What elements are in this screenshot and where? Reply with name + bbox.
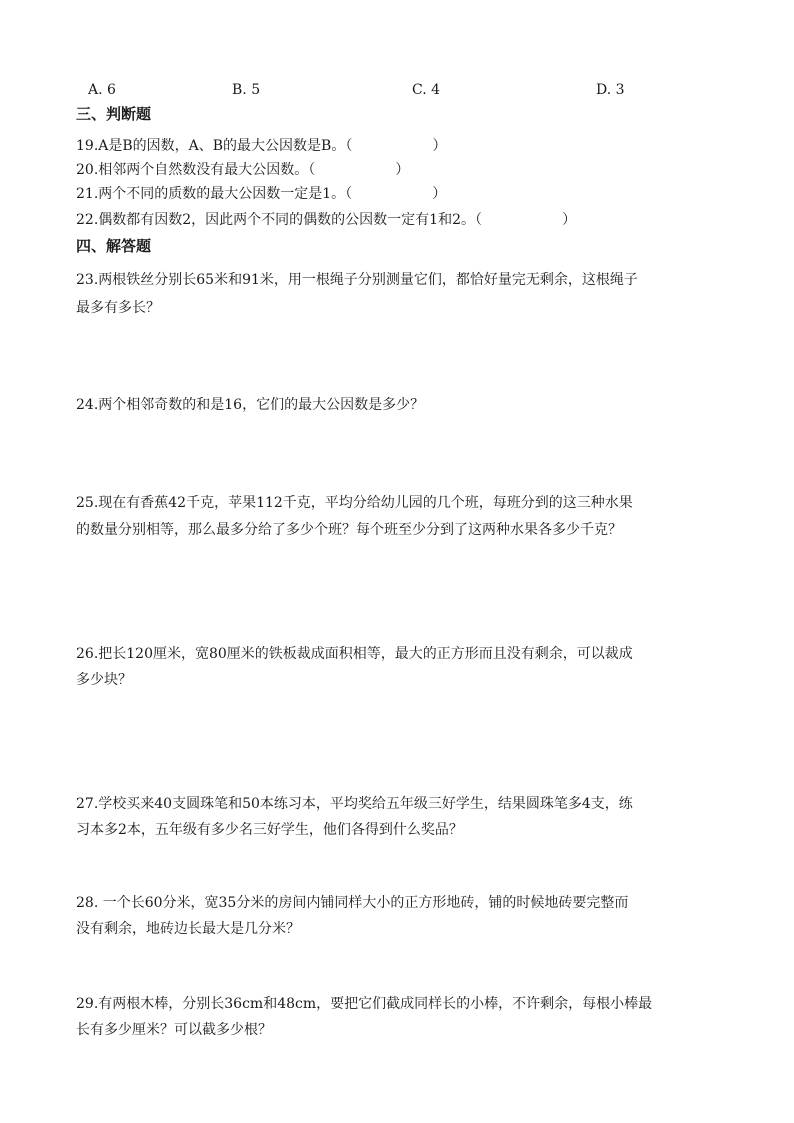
question-29-line-2: 长有多少厘米？可以截多少根？ <box>76 1022 272 1038</box>
question-28-line-1: 28. 一个长60分米，宽35分米的房间内铺同样大小的正方形地砖，铺的时候地砖要完整而 <box>76 895 629 911</box>
question-23-line-1: 23.两根铁丝分别长65米和91米，用一根绳子分别测量它们，都恰好量完无剩余，这根绳子 <box>76 272 638 288</box>
question-19-close: ） <box>432 138 447 154</box>
question-28-line-2: 没有剩余，地砖边长最大是几分米？ <box>76 921 300 937</box>
question-26-line-1: 26.把长120厘米，宽80厘米的铁板裁成面积相等，最大的正方形而且没有剩余，可以裁成 <box>76 646 633 662</box>
section-title-solutions: 四、解答题 <box>76 237 152 255</box>
option-a: A. 6 <box>88 82 116 98</box>
question-27-line-2: 习本多2本，五年级有多少名三好学生，他们各得到什么奖品？ <box>76 822 463 838</box>
question-21-text: 21.两个不同的质数的最大公因数一定是1。（ <box>76 186 353 202</box>
question-22-text: 22.偶数都有因数2，因此两个不同的偶数的公因数一定有1和2。（ <box>76 212 482 228</box>
question-19 <box>76 136 446 156</box>
question-22 <box>76 210 576 230</box>
answer-blank-22[interactable] <box>482 210 562 230</box>
question-20-text: 20.相邻两个自然数没有最大公因数。（ <box>76 162 316 178</box>
question-25-line-2: 的数量分别相等，那么最多分给了多少个班？每个班至少分到了这两种水果各多少千克？ <box>76 522 622 538</box>
question-19-text: 19.A是B的因数，A、B的最大公因数是B。（ <box>76 138 353 154</box>
question-29-line-1: 29.有两根木棒，分别长36cm和48cm，要把它们截成同样长的小棒，不许剩余，每根小棒最 <box>76 996 653 1012</box>
answer-blank-21[interactable] <box>352 184 432 204</box>
question-21-close: ） <box>432 186 447 202</box>
option-b: B. 5 <box>232 82 261 98</box>
answer-blank-20[interactable] <box>315 160 395 180</box>
option-c: C. 4 <box>412 82 441 98</box>
question-22-close: ） <box>562 212 577 228</box>
question-20-close: ） <box>395 162 410 178</box>
question-21 <box>76 184 446 204</box>
question-23-line-2: 最多有多长？ <box>76 300 160 316</box>
question-25-line-1: 25.现在有香蕉42千克，苹果112千克，平均分给幼儿园的几个班，每班分到的这三种水果 <box>76 495 633 511</box>
option-d: D. 3 <box>596 82 625 98</box>
question-20 <box>76 160 409 180</box>
section-title-judgement: 三、判断题 <box>76 105 152 123</box>
question-24-line-1: 24.两个相邻奇数的和是16，它们的最大公因数是多少？ <box>76 397 425 413</box>
question-27-line-1: 27.学校买来40支圆珠笔和50本练习本，平均奖给五年级三好学生，结果圆珠笔多4支，练 <box>76 796 633 812</box>
question-26-line-2: 多少块？ <box>76 672 132 688</box>
answer-blank-19[interactable] <box>352 136 432 156</box>
